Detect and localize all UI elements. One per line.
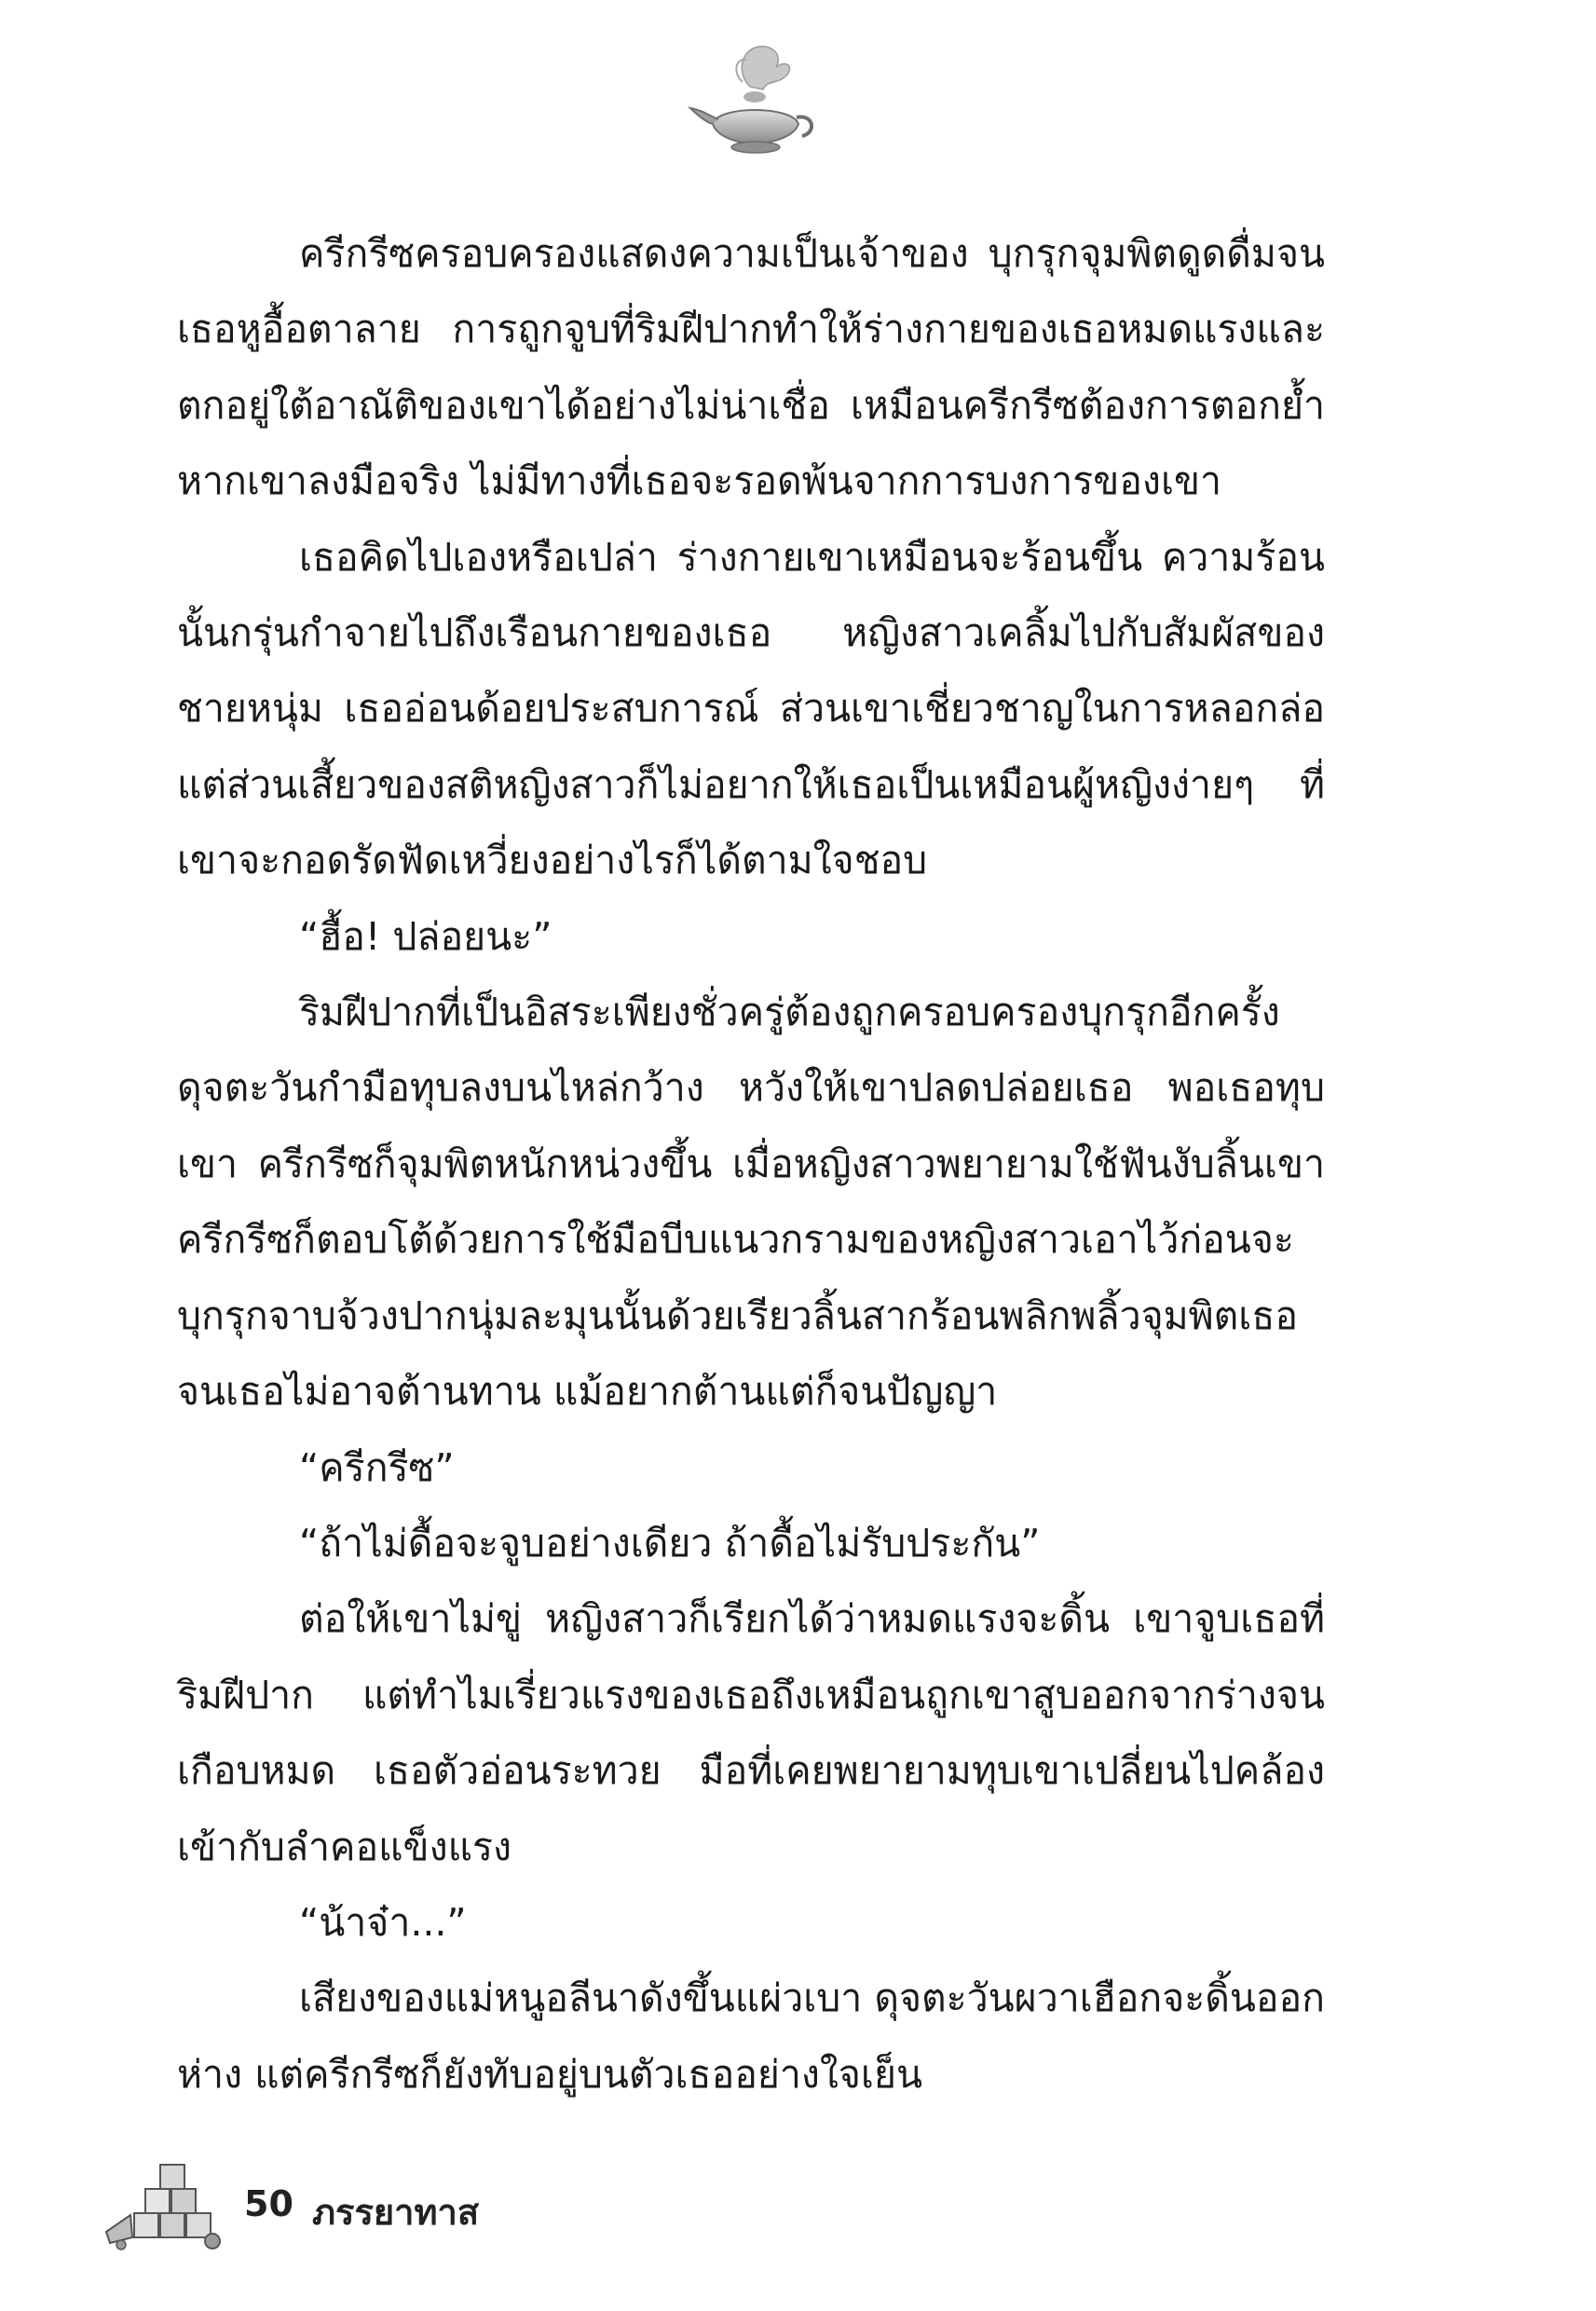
dialogue-line: “น้าจ๋า...” — [299, 1899, 467, 1945]
dialogue-line: “ฮื้อ! ปล่อยนะ” — [299, 913, 552, 959]
paragraph: ครีกรีซครอบครองแสดงความเป็นเจ้าของ บุกรุกจุมพิตดูดดื่มจนเธอหูอื้อตาลาย การถูกจูบที่ริมฝีปากทำให้ร่างกายของเธอหมดแรงและตกอยู่ใต้อาณัติของเขาได้อย่างไม่น่าเชื่อ เหมือนครีกรีซต้องการตอกย้ำ หากเขาลงมือจริง ไม่มีทางที่เธอจะรอดพ้นจากการบงการของเขา — [177, 231, 1325, 504]
paragraph: ริมฝีปากที่เป็นอิสระเพียงชั่วครู่ต้องถูกครอบครองบุกรุกอีกครั้งดุจตะวันกำมือทุบลงบนไหล่กว้าง หวังให้เขาปลดปล่อยเธอ พอเธอทุบเขา ครีกรีซก็จุมพิตหนักหน่วงขึ้น เมื่อหญิงสาวพยายามใช้ฟันงับลิ้นเขา ครีกรีซก็ตอบโต้ด้วยการใช้มือบีบแนวกรามของหญิงสาวเอาไว้ก่อนจะบุกรุกจาบจ้วงปากนุ่มละมุนนั้นด้วยเรียวลิ้นสากร้อนพลิกพลิ้วจุมพิตเธอจนเธอไม่อาจต้านทาน แม้อยากต้านแต่ก็จนปัญญา — [177, 990, 1325, 1415]
dialogue-line: “ถ้าไม่ดื้อจะจูบอย่างเดียว ถ้าดื้อไม่รับประกัน” — [299, 1520, 1041, 1566]
page-number: 50 — [244, 2183, 293, 2224]
toy-blocks-icon — [102, 2157, 233, 2250]
book-title: ภรรยาทาส — [312, 2192, 480, 2233]
paragraph: เธอคิดไปเองหรือเปล่า ร่างกายเขาเหมือนจะร้อนขึ้น ความร้อนนั้นกรุ่นกำจายไปถึงเรือนกายของเธอ หญิงสาวเคลิ้มไปกับสัมผัสของชายหนุ่ม เธออ่อนด้อยประสบการณ์ ส่วนเขาเชี่ยวชาญในการหลอกล่อแต่ส่วนเสี้ยวของสติหญิงสาวก็ไม่อยากให้เธอเป็นเหมือนผู้หญิงง่ายๆ ที่เขาจะกอดรัดฟัดเหวี่ยงอย่างไรก็ได้ตามใจชอบ — [177, 534, 1325, 883]
paragraph: เสียงของแม่หนูอลีนาดังขึ้นแผ่วเบา ดุจตะวันผวาเฮือกจะดิ้นออกห่าง แต่ครีกรีซก็ยังทับอยู่บนตัวเธออย่างใจเย็น — [177, 1976, 1325, 2097]
page-footer — [102, 2157, 662, 2250]
paragraph: ต่อให้เขาไม่ขู่ หญิงสาวก็เรียกได้ว่าหมดแรงจะดิ้น เขาจูบเธอที่ริมฝีปาก แต่ทำไมเรี่ยวแรงของเธอถึงเหมือนถูกเขาสูบออกจากร่างจนเกือบหมด เธอตัวอ่อนระทวย มือที่เคยพยายามทุบเขาเปลี่ยนไปคล้องเข้ากับลำคอแข็งแรง — [177, 1596, 1325, 1869]
genie-lamp-icon — [685, 35, 825, 175]
body-text — [177, 216, 1325, 2113]
dialogue-line: “ครีกรีซ” — [299, 1444, 455, 1490]
